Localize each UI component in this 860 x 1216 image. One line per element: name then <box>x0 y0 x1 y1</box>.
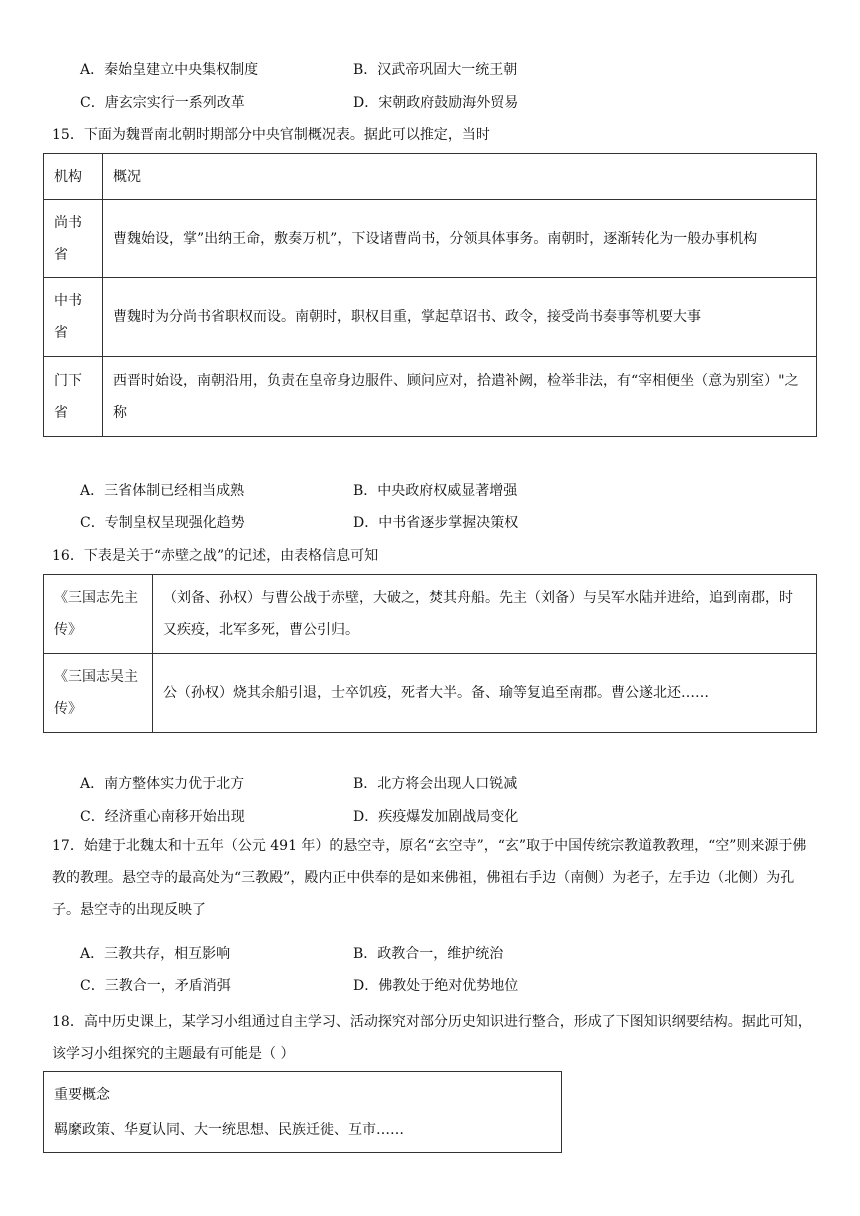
q14-option-a: A．秦始皇建立中央集权制度 <box>80 62 259 78</box>
table-row <box>44 575 817 654</box>
table-cell-name: 中书省 <box>44 278 103 357</box>
q17-option-b: B．政教合一，维护统治 <box>353 946 504 962</box>
q17-option-c: C．三教合一，矛盾消弭 <box>80 978 231 994</box>
q18-stem: 18．高中历史课上，某学习小组通过自主学习、活动探究对部分历史知识进行整合，形成了下图知识纲要结构。据此可知，该学习小组探究的主题最有可能是（ ） <box>52 1014 812 1062</box>
table-cell-name: 门下省 <box>44 357 103 437</box>
q16-option-d: D．疾疫爆发加剧战局变化 <box>353 809 519 825</box>
table-header-cell: 概况 <box>103 154 817 200</box>
table-row <box>44 278 817 357</box>
knowledge-box <box>43 1071 562 1153</box>
q15-option-a: A．三省体制已经相当成熟 <box>80 483 245 499</box>
q15-option-c: C．专制皇权呈现强化趋势 <box>80 515 245 531</box>
q14-option-b: B．汉武帝巩固大一统王朝 <box>353 62 518 78</box>
table-row <box>44 654 817 733</box>
table-cell-desc: 曹魏始设，掌”出纳王命，敷奏万机”，下设诸曹尚书，分领具体事务。南朝时，逐渐转化为一般办事机构 <box>103 200 817 278</box>
q16-option-b: B．北方将会出现人口锐减 <box>353 776 518 792</box>
q15-stem: 15．下面为魏晋南北朝时期部分中央官制概况表。据此可以推定，当时 <box>52 127 490 143</box>
q16-option-c: C．经济重心南移开始出现 <box>80 809 245 825</box>
q14-option-c: C．唐玄宗实行一系列改革 <box>80 95 245 111</box>
table-cell-source: 《三国志吴主传》 <box>44 654 153 733</box>
q14-option-d: D．宋朝政府鼓励海外贸易 <box>353 95 519 111</box>
q15-option-d: D．中书省逐步掌握决策权 <box>353 515 519 531</box>
table-cell-name: 尚书省 <box>44 200 103 278</box>
table-cell-source: 《三国志先主传》 <box>44 575 153 654</box>
q16-table <box>43 574 817 733</box>
table-row <box>44 200 817 278</box>
q17-stem: 17．始建于北魏太和十五年（公元 491 年）的悬空寺，原名“玄空寺”，“玄”取于中国传统宗教道教教理，“空”则来源于佛教的教理。悬空寺的最高处为“三教殿”，殿内正中供奉的是如来佛祖，佛祖右手边（南侧）为老子，左手边（北侧）为孔子。悬空寺的出现反映了 <box>52 838 807 918</box>
table-cell-desc: 曹魏时为分尚书省职权而设。南朝时，职权目重，掌起草诏书、政令，接受尚书奏事等机要大事 <box>103 278 817 357</box>
table-cell-desc: 西晋时始设，南朝沿用，负责在皇帝身边服件、顾问应对，拾遣补阙，检举非法，有“宰相便坐（意为别室）"之称 <box>103 357 817 437</box>
table-cell-text: 公（孙权）烧其余船引退，士卒饥疫，死者大半。备、瑜等复追至南郡。曹公遂北还…… <box>153 654 817 733</box>
q16-option-a: A．南方整体实力优于北方 <box>80 776 245 792</box>
q17-option-d: D．佛教处于绝对优势地位 <box>353 978 519 994</box>
knowledge-box-text: 羁縻政策、华夏认同、大一统思想、民族迁徙、互市…… <box>54 1122 404 1138</box>
table-cell-text: （刘备、孙权）与曹公战于赤壁，大破之，焚其舟船。先主（刘备）与吴军水陆并进给，追到南郡，时又疾疫，北军多死，曹公引归。 <box>153 575 817 654</box>
table-row <box>44 154 817 200</box>
q17-option-a: A．三教共存，相互影响 <box>80 946 231 962</box>
q16-stem: 16．下表是关于“赤壁之战”的记述，由表格信息可知 <box>52 548 379 564</box>
q15-table <box>43 153 817 437</box>
knowledge-box-title: 重要概念 <box>54 1087 110 1103</box>
table-row <box>44 357 817 437</box>
table-header-cell: 机构 <box>44 154 103 200</box>
q15-option-b: B．中央政府权威显著增强 <box>353 483 518 499</box>
